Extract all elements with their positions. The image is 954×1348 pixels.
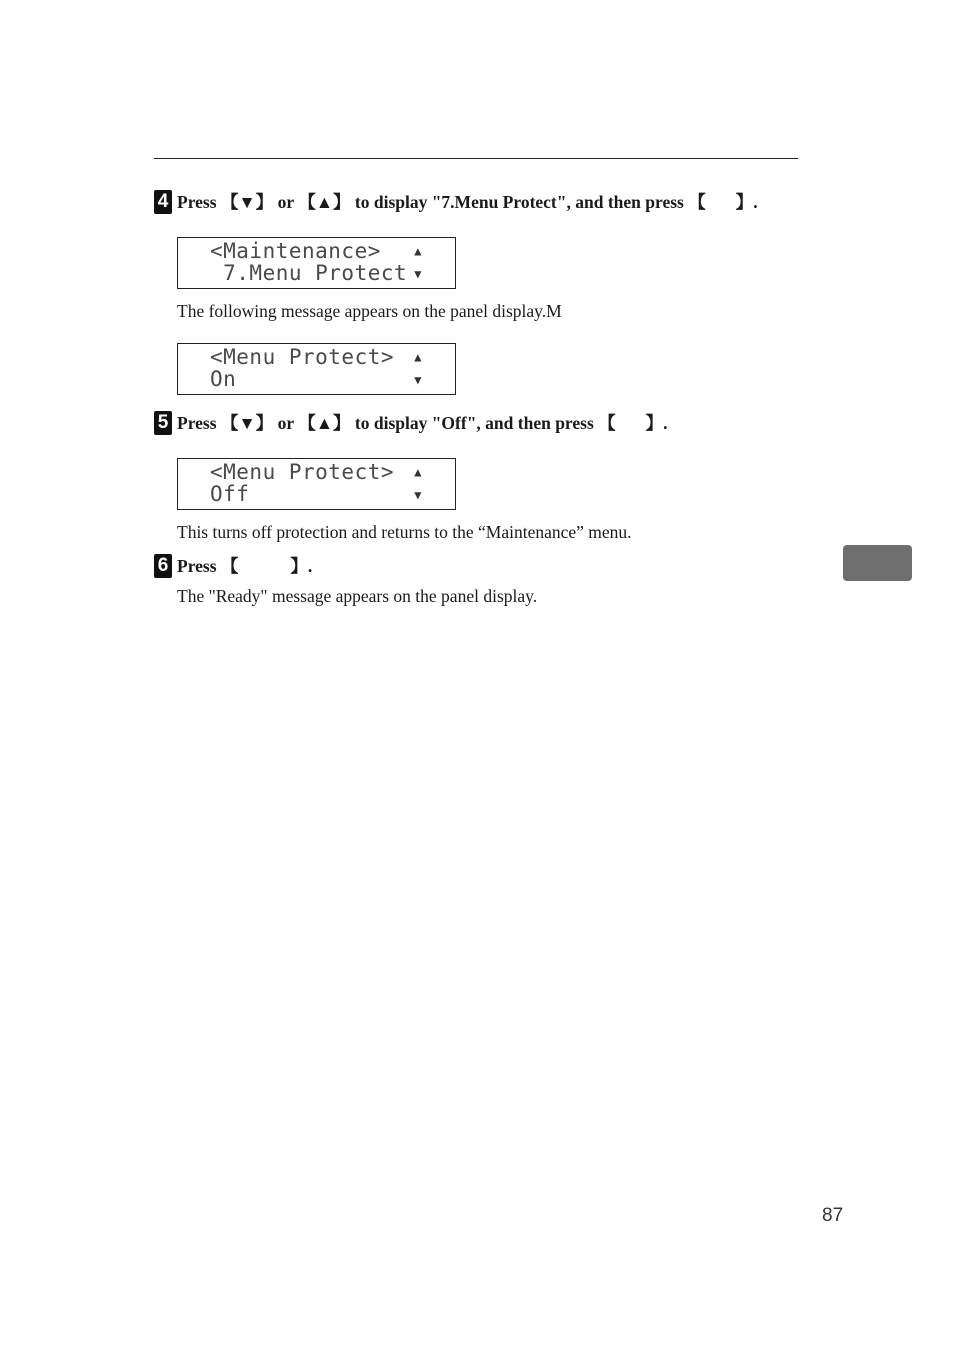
panel-display-menu-protect-off <box>177 458 456 510</box>
page-number: 87 <box>822 1205 844 1226</box>
bracket-close: 】 <box>255 192 274 212</box>
bracket-close: 】 <box>255 413 274 433</box>
bracket-open: 【 <box>220 556 239 576</box>
step-number: 6 <box>154 554 172 578</box>
bracket-close: 】 <box>735 192 754 212</box>
step-5 <box>154 410 668 435</box>
display-line-2: 7.Menu Protect <box>210 261 408 285</box>
bracket-open: 【 <box>298 192 316 212</box>
step-text: . <box>753 192 758 212</box>
bracket-open: 【 <box>688 192 706 212</box>
bracket-close: 】 <box>290 556 308 576</box>
down-arrow-key-icon: ▼ <box>238 413 256 433</box>
step-text: to display "Off", and then press <box>350 413 599 433</box>
down-arrow-icon: ▼ <box>414 488 422 502</box>
paragraph-following-message: The following message appears on the panel display.M <box>177 301 562 321</box>
bracket-close: 】 <box>645 413 664 433</box>
bracket-open: 【 <box>298 413 316 433</box>
display-line-2: On <box>210 367 237 391</box>
down-arrow-icon: ▼ <box>414 373 422 387</box>
bracket-open: 【 <box>220 192 239 212</box>
step-instruction <box>177 410 668 435</box>
down-arrow-key-icon: ▼ <box>238 192 256 212</box>
up-arrow-icon: ▲ <box>414 465 422 479</box>
down-arrow-icon: ▼ <box>414 267 422 281</box>
step-text: Press <box>177 556 221 576</box>
step-instruction <box>177 189 758 214</box>
panel-display-maintenance <box>177 237 456 289</box>
display-line-2: Off <box>210 482 250 506</box>
paragraph-turns-off-protection: This turns off protection and returns to the “Maintenance” menu. <box>177 522 632 542</box>
step-number: 5 <box>154 411 172 435</box>
step-text: . <box>307 556 313 576</box>
panel-display-menu-protect-on <box>177 343 456 395</box>
paragraph-ready-message: The "Ready" message appears on the panel display. <box>177 586 538 606</box>
bracket-close: 】 <box>333 413 351 433</box>
section-tab <box>843 545 912 581</box>
step-text: Press <box>177 192 221 212</box>
bracket-close: 】 <box>333 192 351 212</box>
display-line-1: <Maintenance> <box>210 239 381 263</box>
step-6 <box>154 553 312 578</box>
display-line-1: <Menu Protect> <box>210 460 395 484</box>
up-arrow-icon: ▲ <box>414 350 422 364</box>
header-rule <box>154 158 798 159</box>
step-text: or <box>273 192 299 212</box>
bracket-open: 【 <box>220 413 239 433</box>
up-arrow-key-icon: ▲ <box>315 413 334 433</box>
bracket-open: 【 <box>598 413 616 433</box>
step-text: . <box>663 413 668 433</box>
display-line-1: <Menu Protect> <box>210 345 395 369</box>
up-arrow-icon: ▲ <box>414 244 422 258</box>
step-number: 4 <box>154 190 172 214</box>
step-text: to display "7.Menu Protect", and then press <box>350 192 689 212</box>
step-text: or <box>273 413 299 433</box>
step-text: Press <box>177 413 221 433</box>
step-4 <box>154 189 758 214</box>
up-arrow-key-icon: ▲ <box>315 192 334 212</box>
step-instruction <box>177 553 312 578</box>
